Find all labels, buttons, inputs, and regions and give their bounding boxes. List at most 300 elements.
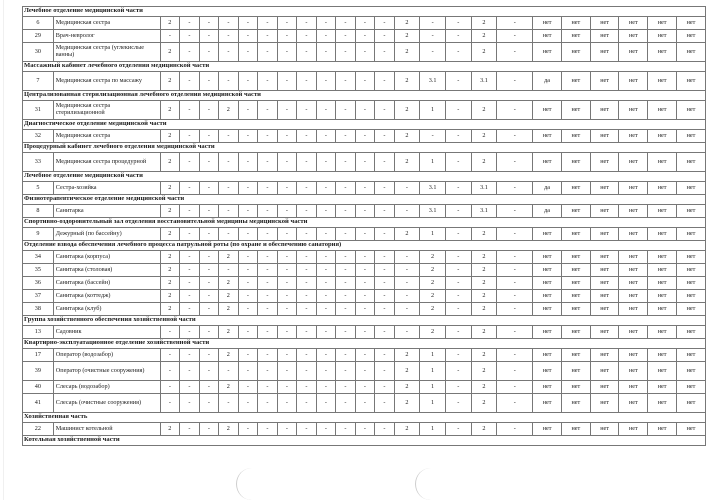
- class-value-cell: 2: [160, 205, 180, 218]
- class-value-cell: 2: [160, 290, 180, 303]
- class-value-cell: -: [316, 394, 336, 413]
- class-value-cell: -: [180, 43, 200, 62]
- class-value-cell: 2: [219, 290, 239, 303]
- class-value-cell: -: [199, 290, 219, 303]
- class-value-cell: -: [420, 17, 446, 30]
- section-title: Диагностическое отделение медицинской части: [23, 120, 706, 130]
- yes-no-cell: нет: [561, 17, 590, 30]
- class-value-cell: -: [238, 153, 258, 172]
- class-value-cell: 2: [471, 423, 497, 436]
- class-value-cell: -: [180, 264, 200, 277]
- yes-no-cell: нет: [619, 394, 648, 413]
- class-value-cell: -: [219, 228, 239, 241]
- class-value-cell: -: [316, 326, 336, 339]
- position-name: Слесарь (очистные сооружения): [53, 394, 160, 413]
- yes-no-cell: нет: [590, 17, 619, 30]
- class-value-cell: -: [316, 349, 336, 362]
- class-value-cell: -: [277, 423, 297, 436]
- workplace-number: 36: [23, 277, 54, 290]
- class-value-cell: 2: [394, 72, 420, 91]
- class-value-cell: -: [497, 30, 533, 43]
- class-value-cell: -: [297, 153, 317, 172]
- class-value-cell: -: [199, 423, 219, 436]
- class-value-cell: -: [316, 303, 336, 316]
- class-value-cell: -: [445, 251, 471, 264]
- class-value-cell: -: [219, 205, 239, 218]
- yes-no-cell: нет: [619, 130, 648, 143]
- yes-no-cell: нет: [648, 381, 677, 394]
- yes-no-cell: нет: [561, 130, 590, 143]
- class-value-cell: -: [420, 43, 446, 62]
- yes-no-cell: нет: [676, 277, 705, 290]
- class-value-cell: -: [199, 101, 219, 120]
- class-value-cell: -: [394, 182, 420, 195]
- class-value-cell: -: [180, 277, 200, 290]
- yes-no-cell: нет: [561, 264, 590, 277]
- class-value-cell: -: [497, 101, 533, 120]
- class-value-cell: -: [180, 349, 200, 362]
- class-value-cell: -: [355, 43, 375, 62]
- yes-no-cell: нет: [648, 17, 677, 30]
- class-value-cell: 2: [160, 72, 180, 91]
- class-value-cell: -: [375, 381, 395, 394]
- class-value-cell: 1: [420, 228, 446, 241]
- class-value-cell: -: [297, 349, 317, 362]
- class-value-cell: -: [219, 394, 239, 413]
- class-value-cell: -: [258, 228, 278, 241]
- class-value-cell: -: [277, 228, 297, 241]
- yes-no-cell: нет: [533, 153, 562, 172]
- class-value-cell: -: [219, 43, 239, 62]
- class-value-cell: -: [445, 182, 471, 195]
- class-value-cell: -: [238, 423, 258, 436]
- class-value-cell: 2: [394, 349, 420, 362]
- class-value-cell: -: [277, 326, 297, 339]
- yes-no-cell: нет: [648, 130, 677, 143]
- class-value-cell: -: [355, 101, 375, 120]
- section-title: Лечебное отделение медицинской части: [23, 7, 706, 17]
- class-value-cell: -: [277, 101, 297, 120]
- yes-no-cell: нет: [590, 30, 619, 43]
- class-value-cell: -: [375, 251, 395, 264]
- yes-no-cell: нет: [619, 43, 648, 62]
- yes-no-cell: нет: [561, 30, 590, 43]
- class-value-cell: -: [258, 101, 278, 120]
- class-value-cell: 2: [471, 251, 497, 264]
- class-value-cell: -: [277, 290, 297, 303]
- position-name: Медицинская сестра стерилизационной: [53, 101, 160, 120]
- yes-no-cell: нет: [590, 381, 619, 394]
- workplace-number: 33: [23, 153, 54, 172]
- position-name: Дежурный (по бассейну): [53, 228, 160, 241]
- class-value-cell: -: [497, 251, 533, 264]
- yes-no-cell: нет: [533, 362, 562, 381]
- yes-no-cell: нет: [648, 394, 677, 413]
- yes-no-cell: нет: [590, 228, 619, 241]
- yes-no-cell: нет: [676, 130, 705, 143]
- yes-no-cell: нет: [590, 72, 619, 91]
- class-value-cell: -: [316, 153, 336, 172]
- class-value-cell: -: [316, 264, 336, 277]
- class-value-cell: -: [445, 30, 471, 43]
- class-value-cell: 2: [160, 130, 180, 143]
- class-value-cell: -: [238, 394, 258, 413]
- yes-no-cell: нет: [533, 43, 562, 62]
- class-value-cell: -: [420, 130, 446, 143]
- yes-no-cell: нет: [619, 423, 648, 436]
- class-value-cell: -: [394, 277, 420, 290]
- class-value-cell: -: [336, 101, 356, 120]
- yes-no-cell: нет: [590, 394, 619, 413]
- class-value-cell: -: [316, 381, 336, 394]
- class-value-cell: -: [258, 394, 278, 413]
- section-header-row: [23, 241, 706, 251]
- class-value-cell: 2: [471, 17, 497, 30]
- class-value-cell: -: [355, 277, 375, 290]
- yes-no-cell: да: [533, 182, 562, 195]
- section-title: Централизованная стерилизационная лечебного отделения медицинской части: [23, 91, 706, 101]
- table-row: [23, 43, 706, 62]
- class-value-cell: -: [336, 381, 356, 394]
- class-value-cell: -: [336, 17, 356, 30]
- class-value-cell: -: [336, 153, 356, 172]
- yes-no-cell: нет: [648, 303, 677, 316]
- class-value-cell: -: [297, 43, 317, 62]
- class-value-cell: 2: [471, 362, 497, 381]
- class-value-cell: -: [238, 182, 258, 195]
- class-value-cell: -: [336, 72, 356, 91]
- yes-no-cell: нет: [619, 264, 648, 277]
- class-value-cell: -: [297, 290, 317, 303]
- class-value-cell: -: [180, 130, 200, 143]
- yes-no-cell: нет: [590, 277, 619, 290]
- yes-no-cell: нет: [648, 72, 677, 91]
- class-value-cell: -: [445, 153, 471, 172]
- position-name: Сестра-хозяйка: [53, 182, 160, 195]
- yes-no-cell: нет: [590, 303, 619, 316]
- yes-no-cell: нет: [561, 182, 590, 195]
- class-value-cell: -: [277, 30, 297, 43]
- yes-no-cell: нет: [676, 72, 705, 91]
- class-value-cell: -: [219, 30, 239, 43]
- class-value-cell: -: [497, 277, 533, 290]
- class-value-cell: -: [497, 182, 533, 195]
- class-value-cell: 2: [471, 277, 497, 290]
- class-value-cell: -: [258, 30, 278, 43]
- class-value-cell: -: [297, 362, 317, 381]
- class-value-cell: 1: [420, 362, 446, 381]
- class-value-cell: -: [277, 394, 297, 413]
- yes-no-cell: нет: [590, 326, 619, 339]
- class-value-cell: -: [355, 423, 375, 436]
- class-value-cell: -: [336, 30, 356, 43]
- class-value-cell: 2: [160, 251, 180, 264]
- position-name: Садовник: [53, 326, 160, 339]
- class-value-cell: -: [375, 130, 395, 143]
- class-value-cell: -: [394, 326, 420, 339]
- class-value-cell: -: [316, 277, 336, 290]
- class-value-cell: -: [238, 277, 258, 290]
- class-value-cell: -: [258, 303, 278, 316]
- class-value-cell: 2: [471, 381, 497, 394]
- class-value-cell: -: [297, 326, 317, 339]
- class-value-cell: -: [199, 277, 219, 290]
- table-row: [23, 303, 706, 316]
- class-value-cell: -: [277, 303, 297, 316]
- class-value-cell: -: [497, 349, 533, 362]
- class-value-cell: -: [160, 349, 180, 362]
- yes-no-cell: нет: [619, 182, 648, 195]
- class-value-cell: -: [180, 251, 200, 264]
- class-value-cell: -: [238, 381, 258, 394]
- class-value-cell: -: [297, 423, 317, 436]
- table-row: [23, 251, 706, 264]
- class-value-cell: -: [375, 290, 395, 303]
- class-value-cell: 2: [394, 30, 420, 43]
- class-value-cell: -: [297, 182, 317, 195]
- class-value-cell: -: [375, 362, 395, 381]
- class-value-cell: 2: [160, 43, 180, 62]
- class-value-cell: -: [375, 205, 395, 218]
- class-value-cell: -: [258, 205, 278, 218]
- table-row: [23, 394, 706, 413]
- workplace-number: 7: [23, 72, 54, 91]
- yes-no-cell: нет: [619, 101, 648, 120]
- class-value-cell: 2: [394, 101, 420, 120]
- class-value-cell: -: [355, 130, 375, 143]
- section-header-row: [23, 91, 706, 101]
- yes-no-cell: нет: [561, 290, 590, 303]
- class-value-cell: -: [375, 153, 395, 172]
- class-value-cell: -: [199, 362, 219, 381]
- class-value-cell: 2: [160, 303, 180, 316]
- table-row: [23, 264, 706, 277]
- class-value-cell: 2: [420, 303, 446, 316]
- yes-no-cell: нет: [561, 205, 590, 218]
- yes-no-cell: нет: [533, 394, 562, 413]
- class-value-cell: -: [375, 228, 395, 241]
- class-value-cell: 2: [219, 303, 239, 316]
- yes-no-cell: нет: [590, 153, 619, 172]
- class-value-cell: -: [180, 326, 200, 339]
- position-name: Слесарь (водозабор): [53, 381, 160, 394]
- class-value-cell: -: [375, 182, 395, 195]
- class-value-cell: -: [336, 303, 356, 316]
- workplace-number: 9: [23, 228, 54, 241]
- class-value-cell: -: [316, 43, 336, 62]
- class-value-cell: -: [258, 130, 278, 143]
- class-value-cell: -: [180, 17, 200, 30]
- class-value-cell: -: [497, 72, 533, 91]
- workplace-number: 31: [23, 101, 54, 120]
- class-value-cell: -: [199, 182, 219, 195]
- position-name: Медицинская сестра: [53, 17, 160, 30]
- class-value-cell: 2: [160, 182, 180, 195]
- yes-no-cell: нет: [533, 264, 562, 277]
- class-value-cell: -: [336, 394, 356, 413]
- class-value-cell: -: [238, 349, 258, 362]
- yes-no-cell: нет: [676, 153, 705, 172]
- workplace-number: 38: [23, 303, 54, 316]
- section-title: Квартирно-эксплуатационное отделение хозяйственной части: [23, 339, 706, 349]
- class-value-cell: 2: [394, 423, 420, 436]
- scan-artifact: [236, 468, 267, 500]
- class-value-cell: -: [336, 423, 356, 436]
- class-value-cell: -: [375, 264, 395, 277]
- section-header-row: [23, 143, 706, 153]
- class-value-cell: -: [420, 30, 446, 43]
- section-title: Массажный кабинет лечебного отделения медицинской части: [23, 62, 706, 72]
- class-value-cell: -: [238, 264, 258, 277]
- class-value-cell: -: [219, 362, 239, 381]
- class-value-cell: 2: [420, 251, 446, 264]
- class-value-cell: -: [199, 130, 219, 143]
- yes-no-cell: нет: [619, 205, 648, 218]
- workplace-number: 35: [23, 264, 54, 277]
- class-value-cell: -: [160, 362, 180, 381]
- class-value-cell: 2: [394, 153, 420, 172]
- yes-no-cell: нет: [561, 153, 590, 172]
- class-value-cell: -: [219, 17, 239, 30]
- yes-no-cell: нет: [648, 153, 677, 172]
- section-header-row: [23, 218, 706, 228]
- class-value-cell: -: [297, 303, 317, 316]
- class-value-cell: -: [180, 394, 200, 413]
- section-header-row: [23, 7, 706, 17]
- class-value-cell: -: [258, 182, 278, 195]
- sout-table-sheet: [22, 6, 706, 446]
- yes-no-cell: нет: [590, 101, 619, 120]
- section-header-row: [23, 413, 706, 423]
- yes-no-cell: нет: [561, 251, 590, 264]
- class-value-cell: 2: [394, 381, 420, 394]
- yes-no-cell: нет: [619, 30, 648, 43]
- class-value-cell: -: [258, 153, 278, 172]
- class-value-cell: -: [445, 349, 471, 362]
- class-value-cell: 2: [160, 153, 180, 172]
- class-value-cell: -: [297, 205, 317, 218]
- class-value-cell: -: [355, 303, 375, 316]
- yes-no-cell: нет: [590, 362, 619, 381]
- yes-no-cell: нет: [619, 362, 648, 381]
- yes-no-cell: нет: [676, 303, 705, 316]
- class-value-cell: -: [336, 251, 356, 264]
- class-value-cell: 2: [219, 381, 239, 394]
- class-value-cell: -: [445, 130, 471, 143]
- class-value-cell: 1: [420, 394, 446, 413]
- class-value-cell: -: [199, 228, 219, 241]
- class-value-cell: -: [199, 153, 219, 172]
- workplace-number: 41: [23, 394, 54, 413]
- class-value-cell: 2: [471, 303, 497, 316]
- class-value-cell: -: [316, 205, 336, 218]
- yes-no-cell: нет: [676, 43, 705, 62]
- yes-no-cell: нет: [676, 423, 705, 436]
- class-value-cell: -: [199, 43, 219, 62]
- class-value-cell: 2: [394, 362, 420, 381]
- class-value-cell: -: [180, 101, 200, 120]
- class-value-cell: -: [258, 423, 278, 436]
- yes-no-cell: нет: [533, 228, 562, 241]
- class-value-cell: -: [497, 423, 533, 436]
- yes-no-cell: нет: [676, 30, 705, 43]
- class-value-cell: -: [258, 349, 278, 362]
- class-value-cell: -: [219, 153, 239, 172]
- yes-no-cell: нет: [561, 43, 590, 62]
- class-value-cell: 2: [160, 228, 180, 241]
- yes-no-cell: нет: [648, 228, 677, 241]
- class-value-cell: -: [180, 381, 200, 394]
- position-name: Машинист котельной: [53, 423, 160, 436]
- class-value-cell: -: [336, 205, 356, 218]
- yes-no-cell: нет: [648, 101, 677, 120]
- class-value-cell: -: [316, 290, 336, 303]
- class-value-cell: -: [258, 17, 278, 30]
- yes-no-cell: нет: [561, 101, 590, 120]
- class-value-cell: -: [180, 303, 200, 316]
- class-value-cell: -: [297, 130, 317, 143]
- class-value-cell: -: [445, 394, 471, 413]
- yes-no-cell: нет: [676, 326, 705, 339]
- class-value-cell: -: [497, 326, 533, 339]
- class-value-cell: -: [375, 277, 395, 290]
- class-value-cell: -: [199, 394, 219, 413]
- section-title: Процедурный кабинет лечебного отделения медицинской части: [23, 143, 706, 153]
- class-value-cell: -: [497, 264, 533, 277]
- class-value-cell: -: [355, 290, 375, 303]
- scan-artifact: [415, 468, 446, 500]
- yes-no-cell: нет: [676, 394, 705, 413]
- class-value-cell: -: [160, 30, 180, 43]
- class-value-cell: -: [355, 72, 375, 91]
- yes-no-cell: нет: [533, 30, 562, 43]
- class-value-cell: -: [497, 394, 533, 413]
- class-value-cell: -: [219, 264, 239, 277]
- class-value-cell: -: [277, 130, 297, 143]
- class-value-cell: -: [316, 101, 336, 120]
- class-value-cell: -: [355, 381, 375, 394]
- class-value-cell: -: [355, 264, 375, 277]
- class-value-cell: 2: [471, 30, 497, 43]
- class-value-cell: 2: [160, 264, 180, 277]
- yes-no-cell: нет: [648, 205, 677, 218]
- class-value-cell: -: [277, 153, 297, 172]
- class-value-cell: -: [180, 205, 200, 218]
- class-value-cell: 2: [160, 277, 180, 290]
- class-value-cell: -: [258, 264, 278, 277]
- class-value-cell: -: [316, 72, 336, 91]
- class-value-cell: -: [160, 381, 180, 394]
- yes-no-cell: нет: [676, 264, 705, 277]
- yes-no-cell: нет: [533, 381, 562, 394]
- class-value-cell: -: [238, 326, 258, 339]
- class-value-cell: -: [355, 153, 375, 172]
- table-row: [23, 290, 706, 303]
- class-value-cell: 2: [471, 349, 497, 362]
- yes-no-cell: нет: [648, 290, 677, 303]
- yes-no-cell: нет: [619, 72, 648, 91]
- class-value-cell: -: [160, 326, 180, 339]
- workplace-number: 17: [23, 349, 54, 362]
- class-value-cell: -: [277, 349, 297, 362]
- class-value-cell: 3.1: [471, 182, 497, 195]
- class-value-cell: -: [355, 349, 375, 362]
- class-value-cell: 3.1: [420, 182, 446, 195]
- class-value-cell: -: [277, 362, 297, 381]
- section-header-row: [23, 339, 706, 349]
- class-value-cell: 2: [219, 349, 239, 362]
- yes-no-cell: нет: [619, 303, 648, 316]
